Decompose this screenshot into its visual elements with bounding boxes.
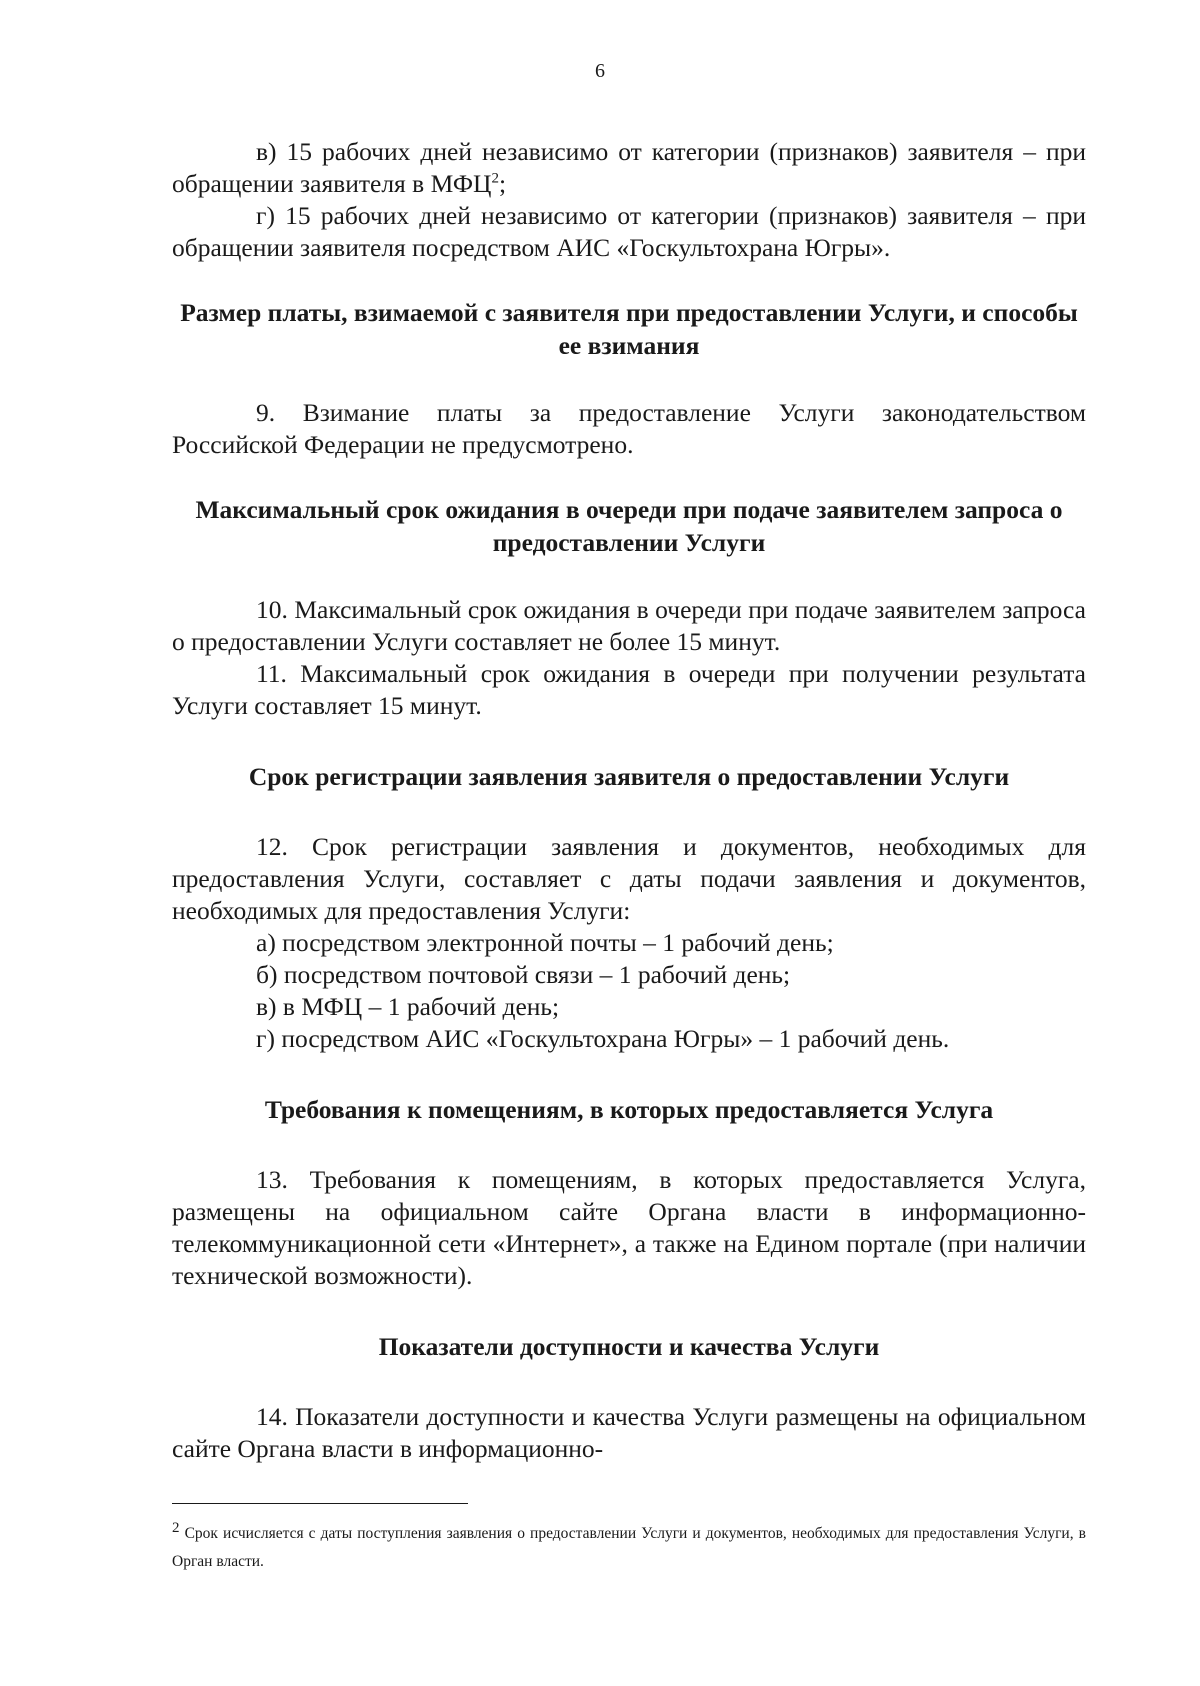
footnote-marker: 2 [172,1519,180,1536]
paragraph-11: 11. Максимальный срок ожидания в очереди при получении результата Услуги составляет 15 минут. [172,659,1086,720]
paragraph-10: 10. Максимальный срок ожидания в очереди при подаче заявителем запроса о предоставлении Услуги составляет не более 15 минут. [172,595,1086,656]
section-heading-premises: Требования к помещениям, в которых предоставляется Услуга [264,1095,994,1124]
footnote [172,1520,1086,1576]
footnote-separator [172,1503,468,1504]
footnote-reference: 2 [491,170,499,187]
page-number: 6 [595,60,605,82]
list-item-12-g: г) посредством АИС «Госкультохрана Югры» – 1 рабочий день. [256,1024,950,1053]
paragraph-item-v-timing [172,136,1086,200]
document-body [172,136,1086,1465]
paragraph-text: в) 15 рабочих дней независимо от категории (признаков) заявителя – при обращении заявителя в МФЦ [172,137,1086,198]
section-heading-queue: Максимальный срок ожидания в очереди при подаче заявителем запроса о предоставлении Услуги [195,495,1063,557]
paragraph-9: 9. Взимание платы за предоставление Услуги законодательством Российской Федерации не предусмотрено. [172,398,1086,459]
paragraph-13: 13. Требования к помещениям, в которых предоставляется Услуга, размещены на официальном сайте Органа власти в информационно-телекоммуникационной сети «Интернет», а также на Едином портале (при наличии технической возможности). [172,1165,1086,1290]
paragraph-item-g-timing: г) 15 рабочих дней независимо от категории (признаков) заявителя – при обращении заявителя посредством АИС «Госкультохрана Югры». [172,201,1086,262]
paragraph-punctuation: ; [498,169,507,198]
section-heading-fee: Размер платы, взимаемой с заявителя при предоставлении Услуги, и способы ее взимания [180,298,1078,360]
paragraph-12: 12. Срок регистрации заявления и документов, необходимых для предоставления Услуги, составляет с даты подачи заявления и документов, необходимых для предоставления Услуги: [172,832,1086,925]
section-heading-quality: Показатели доступности и качества Услуги [378,1332,880,1361]
footnote-text: Срок исчисляется с даты поступления заявления о предоставлении Услуги и документов, необходимых для предоставления Услуги, в Орган власти. [172,1525,1086,1570]
paragraph-14: 14. Показатели доступности и качества Услуги размещены на официальном сайте Органа власти в информационно- [172,1402,1086,1463]
list-item-12-a: а) посредством электронной почты – 1 рабочий день; [256,928,834,957]
list-item-12-v: в) в МФЦ – 1 рабочий день; [256,992,560,1021]
section-heading-registration: Срок регистрации заявления заявителя о предоставлении Услуги [248,762,1010,791]
list-item-12-b: б) посредством почтовой связи – 1 рабочий день; [256,960,791,989]
